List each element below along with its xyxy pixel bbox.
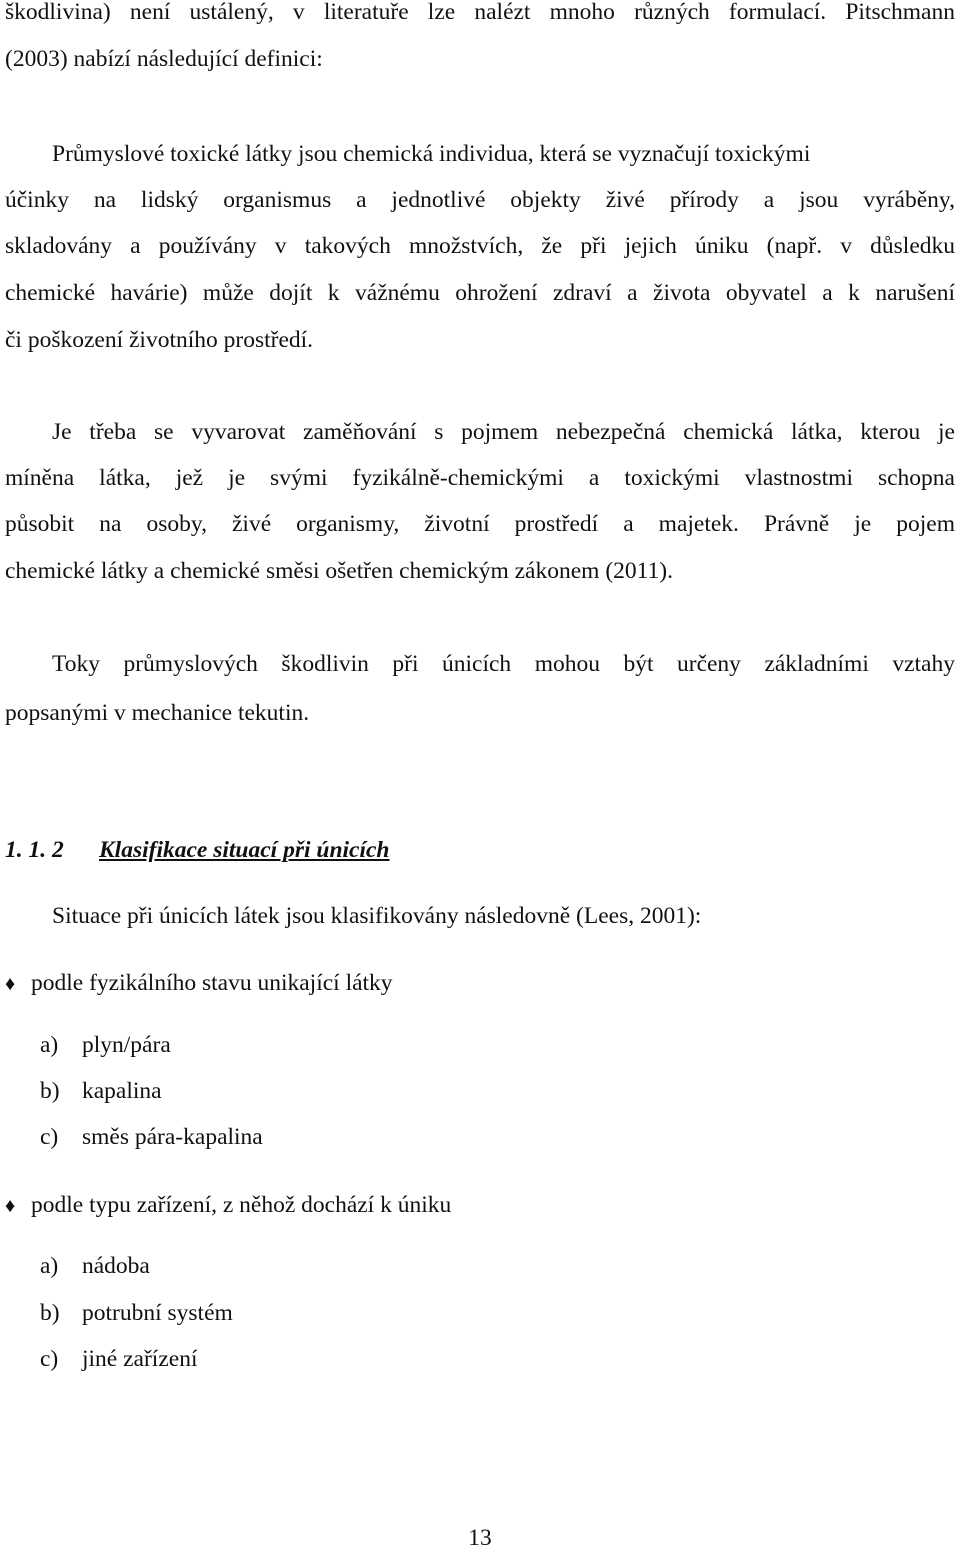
list-item: c) jiné zařízení [40,1346,198,1372]
page-number: 13 [468,1525,492,1551]
definition-line-3: skladovány a používány v takových množstvích, že při jejich úniku (např. v důsledku [5,233,955,259]
paragraph2-line-2: míněna látka, jež je svými fyzikálně-chemickými a toxickými vlastnostmi schopna [5,465,955,491]
list-item: b) kapalina [40,1078,162,1104]
section-number: 1. 1. 2 [5,837,64,863]
section-title: Klasifikace situací při únicích [99,837,390,863]
diamond-bullet-icon: ♦ [5,1195,16,1217]
list-item: a) nádoba [40,1253,150,1279]
paragraph2-line-4: chemické látky a chemické směsi ošetřen chemickým zákonem (2011). [5,558,673,584]
diamond-bullet-icon: ♦ [5,973,16,995]
paragraph2-line-3: působit na osoby, živé organismy, životní prostředí a majetek. Právně je pojem [5,511,955,537]
intro-line-2: (2003) nabízí následující definici: [5,46,323,72]
definition-line-1: Průmyslové toxické látky jsou chemická individua, která se vyznačují toxickými [52,141,811,167]
list-item: a) plyn/pára [40,1032,171,1058]
paragraph3-line-1: Toky průmyslových škodlivin při únicích mohou být určeny základními vztahy [52,651,955,677]
intro-line-1: škodlivina) není ustálený, v literatuře lze nalézt mnoho různých formulací. Pitschmann [5,0,955,25]
definition-line-5: či poškození životního prostředí. [5,327,314,353]
section-heading [5,836,390,864]
list-item: b) potrubní systém [40,1300,233,1326]
list-heading-2: ♦ podle typu zařízení, z něhož dochází k úniku [5,1192,452,1218]
definition-line-4: chemické havárie) může dojít k vážnému ohrožení zdraví a života obyvatel a k narušení [5,280,955,306]
section-intro: Situace při únicích látek jsou klasifikovány následovně (Lees, 2001): [52,903,702,929]
definition-line-2: účinky na lidský organismus a jednotlivé objekty živé přírody a jsou vyráběny, [5,187,955,213]
list-heading-1: ♦ podle fyzikálního stavu unikající látky [5,970,393,996]
paragraph2-line-1: Je třeba se vyvarovat zaměňování s pojmem nebezpečná chemická látka, kterou je [52,419,955,445]
paragraph3-line-2: popsanými v mechanice tekutin. [5,700,310,726]
list-item: c) směs pára-kapalina [40,1124,263,1150]
